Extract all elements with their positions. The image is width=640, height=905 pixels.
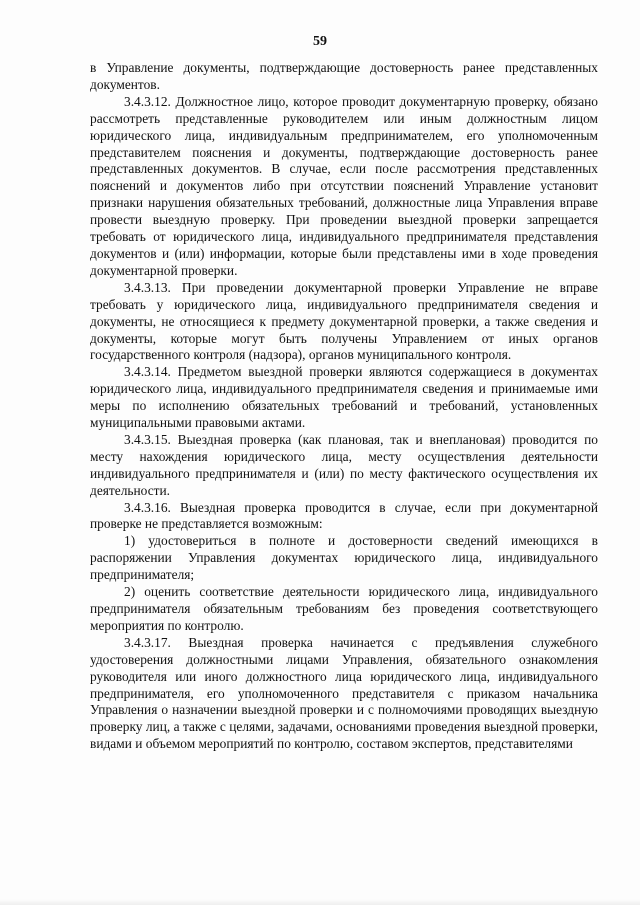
document-body [90, 60, 598, 753]
paragraph-3-4-3-14: 3.4.3.14. Предметом выездной проверки являются содержащиеся в документах юридического лица, индивидуального предпринимателя сведения и принимаемые ими меры по исполнению обязательных требований и требований, установленных муниципальными правовыми актами. [90, 364, 598, 431]
list-item-1: 1) удостовериться в полноте и достоверности сведений имеющихся в распоряжении Управления документах юридического лица, индивидуального предпринимателя; [90, 533, 598, 583]
paragraph-3-4-3-16: 3.4.3.16. Выездная проверка проводится в случае, если при документарной проверке не представляется возможным: [90, 499, 598, 532]
paragraph-3-4-3-17: 3.4.3.17. Выездная проверка начинается с предъявления служебного удостоверения должностными лицами Управления, обязательного ознакомления руководителя или иного должностного лица юридического лица, индивидуального предпринимателя, его уполномоченного представителя с приказом начальника Управления о назначении выездной проверки и с полномочиями проводящих выездную проверку лиц, а также с целями, задачами, основаниями проведения выездной проверки, видами и объемом мероприятий по контролю, составом экспертов, представителями [90, 634, 598, 752]
paragraph-3-4-3-13: 3.4.3.13. При проведении документарной проверки Управление не вправе требовать у юридического лица, индивидуального предпринимателя сведения и документы, не относящиеся к предмету документарной проверки, а также сведения и документы, которые могут быть получены Управлением от иных органов государственного контроля (надзора), органов муниципального контроля. [90, 279, 598, 363]
paragraph-continuation: в Управление документы, подтверждающие достоверность ранее представленных документов. [90, 60, 598, 92]
scan-bottom-edge [0, 899, 640, 905]
paragraph-3-4-3-15: 3.4.3.15. Выездная проверка (как плановая, так и внеплановая) проводится по месту нахождения юридического лица, месту осуществления деятельности индивидуального предпринимателя и (или) по месту фактического осуществления их деятельности. [90, 431, 598, 498]
page-number: 59 [313, 34, 327, 49]
paragraph-3-4-3-12: 3.4.3.12. Должностное лицо, которое проводит документарную проверку, обязано рассмотреть представленные руководителем или иным должностным лицом юридического лица, индивидуальным предпринимателем, его уполномоченным представителем пояснения и документы, подтверждающие достоверность ранее представленных документов. В случае, если после рассмотрения представленных пояснений и документов либо при отсутствии пояснений Управление установит признаки нарушения обязательных требований, должностные лица Управления вправе провести выездную проверку. При проведении выездной проверки запрещается требовать от юридического лица, индивидуального предпринимателя представления документов и (или) информации, которые были представлены ими в ходе проведения документарной проверки. [90, 93, 598, 278]
list-item-2: 2) оценить соответствие деятельности юридического лица, индивидуального предпринимателя обязательным требованиям без проведения соответствующего мероприятия по контролю. [90, 584, 598, 633]
